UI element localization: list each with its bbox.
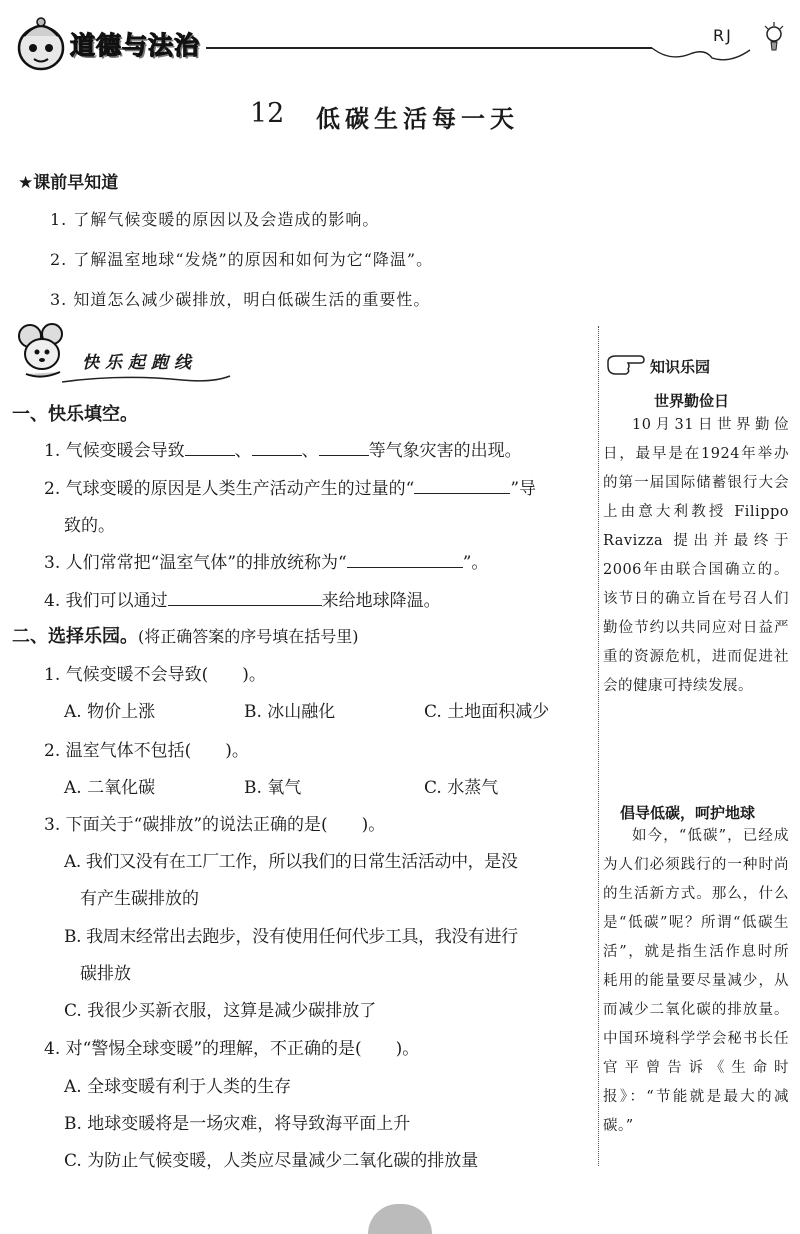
option[interactable]: B. 氧气: [244, 778, 302, 798]
lesson-title: 低碳生活每一天: [316, 105, 519, 133]
option[interactable]: A. 二氧化碳: [64, 778, 156, 798]
option[interactable]: C. 为防止气候变暖，人类应尽量减少二氧化碳的排放量: [64, 1151, 479, 1171]
fill-question-4: 4. 我们可以通过 来给地球降温。: [44, 591, 441, 611]
option[interactable]: C. 我很少买新衣服，这算是减少碳排放了: [64, 1001, 377, 1021]
fill-question-2-cont: 致的。: [64, 516, 115, 536]
sidebar-title-1: 世界勤俭日: [654, 392, 730, 410]
answer-blank[interactable]: [185, 439, 235, 456]
sidebar-heading: 知识乐园: [650, 358, 711, 376]
objective-item: 1. 了解气候变暖的原因以及会造成的影响。: [50, 210, 380, 229]
subject-title: 道德与法治: [70, 31, 201, 60]
column-divider: [598, 326, 599, 1166]
bulb-icon: [762, 20, 786, 56]
answer-blank[interactable]: [252, 439, 302, 456]
choice-question-3: 3. 下面关于“碳排放”的说法正确的是( )。: [44, 815, 386, 835]
option-cont: 碳排放: [80, 964, 131, 984]
answer-blank[interactable]: [347, 551, 463, 568]
pointing-hand-icon: [606, 352, 646, 376]
section-fill-heading: 一、快乐填空。: [12, 404, 138, 425]
preview-heading: ★课前早知道: [18, 173, 119, 193]
fill-question-1: 1. 气候变暖会导致 、 、 等气象灾害的出现。: [44, 441, 522, 461]
fill-question-3: 3. 人们常常把“温室气体”的排放统称为“ ”。: [44, 553, 489, 573]
page-number-tab: [368, 1204, 432, 1234]
option[interactable]: A. 物价上涨: [64, 702, 156, 722]
option-cont: 有产生碳排放的: [80, 889, 199, 909]
header-rule: [206, 47, 652, 49]
sidebar-paragraph-1: 10月31日世界勤俭日，最早是在1924年举办的第一届国际储蓄银行大会上由意大利教授 Filippo Ravizza 提出并最终于2006年由联合国确立的。该节日的确立旨在号召人们勤俭节约以共同应对日益严重的资源危机，进而促进社会的健康可持续发展。: [603, 417, 789, 694]
section-choice-note: (将正确答案的序号填在括号里): [138, 627, 359, 646]
answer-blank[interactable]: [168, 589, 322, 606]
sidebar-title-2: 倡导低碳，呵护地球: [620, 804, 756, 822]
choice-question-4: 4. 对“警惕全球变暖”的理解，不正确的是( )。: [44, 1039, 420, 1059]
header-wave-decoration: [650, 34, 760, 64]
objective-item: 2. 了解温室地球“发烧”的原因和如何为它“降温”。: [50, 250, 434, 269]
option[interactable]: A. 全球变暖有利于人类的生存: [64, 1077, 292, 1097]
edition-label: RJ: [713, 26, 733, 45]
answer-blank[interactable]: [414, 477, 510, 494]
banner-swoosh: [62, 370, 232, 390]
option[interactable]: B. 地球变暖将是一场灾难，将导致海平面上升: [64, 1114, 411, 1134]
option[interactable]: C. 土地面积减少: [424, 702, 550, 722]
objective-item: 3. 知道怎么减少碳排放，明白低碳生活的重要性。: [50, 290, 431, 309]
choice-question-2: 2. 温室气体不包括( )。: [44, 741, 249, 761]
fill-question-2: 2. 气球变暖的原因是人类生产活动产生的过量的“ ”导: [44, 479, 537, 499]
section-choice-heading: 二、选择乐园。(将正确答案的序号填在括号里): [12, 626, 359, 647]
lesson-number: 12: [250, 98, 285, 129]
banner-title: 快乐起跑线: [82, 353, 197, 373]
sidebar-paragraph-2: 如今，“低碳”，已经成为人们必须践行的一种时尚的生活新方式。那么，什么是“低碳”呢？所谓“低碳生活”，就是指生活作息时所耗用的能量要尽量减少，从而减少二氧化碳的排放量。中国环境科学学会秘书长任官平曾告诉《生命时报》：“节能就是最大的减碳。”: [603, 828, 789, 1134]
option[interactable]: A. 我们又没有在工厂工作，所以我们的日常生活活动中，是没: [64, 852, 518, 872]
option[interactable]: C. 水蒸气: [424, 778, 499, 798]
choice-question-1: 1. 气候变暖不会导致( )。: [44, 665, 266, 685]
option[interactable]: B. 我周末经常出去跑步，没有使用任何代步工具，我没有进行: [64, 927, 518, 947]
answer-blank[interactable]: [319, 439, 369, 456]
mascot-logo-icon: [10, 14, 72, 76]
option[interactable]: B. 冰山融化: [244, 702, 336, 722]
